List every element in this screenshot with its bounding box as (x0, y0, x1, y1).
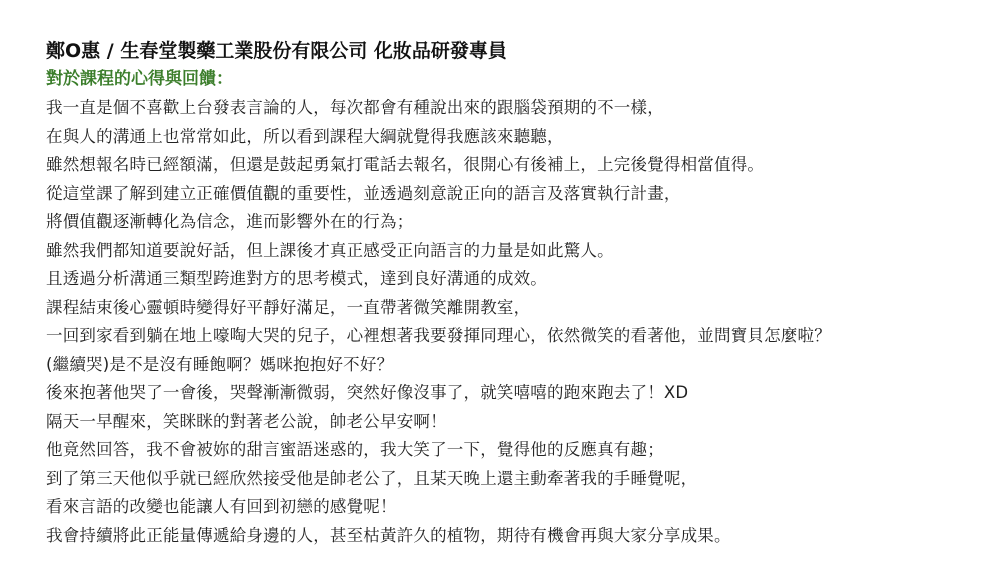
body-line: 在與人的溝通上也常常如此，所以看到課程大綱就覺得我應該來聽聽， (46, 126, 564, 146)
body-line: 到了第三天他似乎就已經欣然接受他是帥老公了，且某天晚上還主動牽著我的手睡覺呢， (46, 468, 698, 488)
body-line: 後來抱著他哭了一會後，哭聲漸漸微弱，突然好像沒事了，就笑嘻嘻的跑來跑去了！XD (46, 383, 689, 402)
feedback-body (46, 94, 1000, 550)
author-title: 鄭O惠 / 生春堂製藥工業股份有限公司 化妝品研發專員 (46, 40, 507, 62)
body-line: 從這堂課了解到建立正確價值觀的重要性，並透過刻意說正向的語言及落實執行計畫， (46, 183, 681, 203)
body-line: 我一直是個不喜歡上台發表言論的人，每次都會有種說出來的跟腦袋預期的不一樣， (46, 98, 664, 117)
body-line: 雖然我們都知道要說好話，但上課後才真正感受正向語言的力量是如此驚人。 (46, 240, 614, 260)
body-line: 且透過分析溝通三類型跨進對方的思考模式，達到良好溝通的成效。 (46, 269, 547, 288)
body-line: 看來言語的改變也能讓人有回到初戀的感覺呢！ (46, 497, 397, 516)
body-line: 雖然想報名時已經額滿，但還是鼓起勇氣打電話去報名，很開心有後補上，上完後覺得相當值得。 (46, 155, 765, 174)
body-line: 課程結束後心靈頓時變得好平靜好滿足，一直帶著微笑離開教室， (46, 297, 531, 317)
body-line: 他竟然回答，我不會被妳的甜言蜜語迷惑的，我大笑了一下，覺得他的反應真有趣； (46, 440, 664, 459)
body-line: 我會持續將此正能量傳遞給身邊的人，甚至枯黃許久的植物，期待有機會再與大家分享成果。 (46, 525, 731, 545)
body-line: 一回到家看到躺在地上嚎啕大哭的兒子，心裡想著我要發揮同理心，依然微笑的看著他，並問寶貝怎麼啦？ (46, 326, 831, 345)
body-line: (繼續哭)是不是沒有睡飽啊？媽咪抱抱好不好？ (46, 354, 394, 374)
body-line: 將價值觀逐漸轉化為信念，進而影響外在的行為； (46, 212, 414, 231)
body-line: 隔天一早醒來，笑眯眯的對著老公說，帥老公早安啊！ (46, 411, 447, 431)
feedback-heading: 對於課程的心得與回饋： (46, 69, 233, 89)
